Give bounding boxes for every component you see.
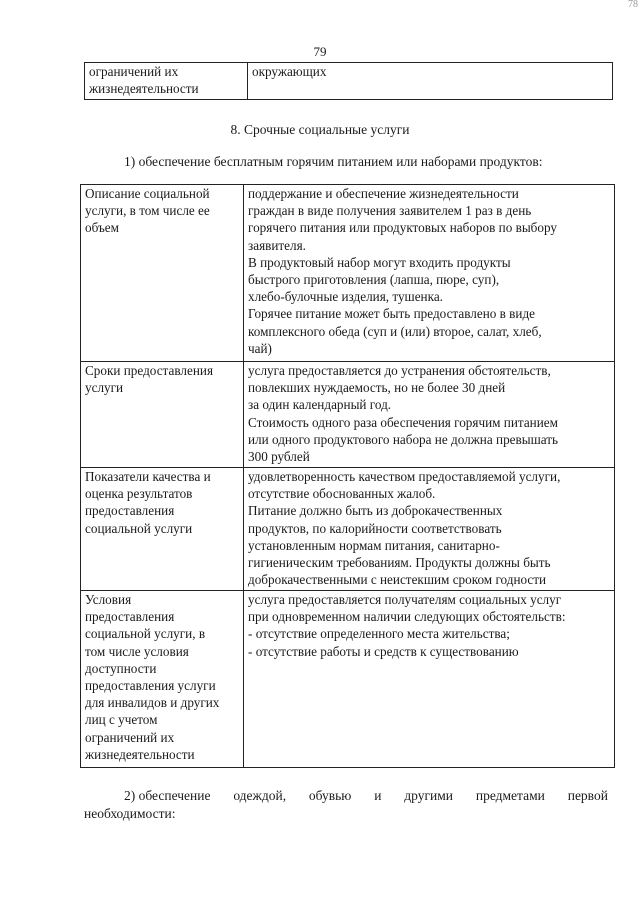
table-row [81,362,615,468]
table-row [81,185,615,362]
text-line: Стоимость одного раза обеспечения горячим питанием [248,414,558,430]
text-line: услуга предоставляется до устранения обстоятельств, [248,363,551,378]
row-label-cell [81,468,244,591]
text-line: продуктов, по калорийности соответствовать [248,520,502,536]
subsection-title: 1) обеспечение бесплатным горячим питанием или наборами продуктов: [124,154,543,169]
text-line: заявителя. [248,237,306,253]
text-line: окружающих [252,64,327,79]
text-line: или одного продуктового набора не должна превышать [248,431,559,447]
row-label-cell [81,591,244,768]
row-label-cell [81,362,244,468]
text-line: социальной услуги, в [85,626,206,642]
text-line: гигиеническим требованиям. Продукты должны быть [248,555,551,571]
next-subsection [84,787,608,823]
text-line: объем [85,220,119,236]
continuation-right-cell [248,63,613,100]
text-line: комплексного обеда (суп и (или) второе, салат, хлеб, [248,323,542,339]
table-row [81,591,615,768]
word: и [374,788,382,803]
text-line: Питание должно быть из доброкачественных [248,503,503,519]
text-line: установленным нормам питания, санитарно- [248,537,500,553]
section-title: 8. Срочные социальные услуги [230,122,410,137]
word: одеждой, [233,788,287,803]
row-content-cell [244,362,615,468]
text-line: хлебо-булочные изделия, тушенка. [248,289,443,305]
text-line: для инвалидов и других [85,695,220,711]
text-line: предоставления услуги [85,678,216,694]
text-line: предоставления [85,609,175,625]
row-content-cell [244,185,615,362]
text-line: поддержание и обеспечение жизнедеятельности [248,186,519,201]
word: первой [567,788,608,803]
word: другими [404,788,454,803]
next-subsection-line [84,787,608,805]
text-line: чай) [248,340,272,356]
text-line: Условия [85,592,132,607]
text-line: оценка результатов [85,486,193,502]
text-line: граждан в виде получения заявителем 1 раз в день [248,203,532,219]
text-line: при одновременном наличии следующих обстоятельств: [248,609,566,625]
row-content-cell [244,468,615,591]
corner-page-mark: 78 [628,0,638,10]
table-row [81,468,615,591]
text-line: быстрого приготовления (лапша, пюре, суп), [248,272,500,288]
text-line: Горячее питание может быть предоставлено в виде [248,306,536,322]
text-line: жизнедеятельности [89,81,199,97]
service-table [80,184,615,768]
text-line: удовлетворенность качеством предоставляемой услуги, [248,469,561,484]
row-content-cell [244,591,615,768]
continuation-table [84,62,613,100]
text-line: лиц с учетом [85,712,158,728]
text-line: Показатели качества и [85,469,211,484]
text-line: повлекших нуждаемость, но не более 30 дней [248,380,506,396]
text-line: ограничений их [89,64,179,79]
next-subsection-line: необходимости: [84,806,176,821]
word: обувью [308,788,352,803]
text-line: социальной услуги [85,520,193,536]
text-line: горячего питания или продуктовых наборов по выбору [248,220,557,236]
text-line: Описание социальной [85,186,210,201]
text-line: - отсутствие определенного места жительства; [248,626,510,642]
text-line: предоставления [85,503,175,519]
text-line: - отсутствие работы и средств к существованию [248,643,519,659]
text-line: ограничений их [85,729,175,745]
text-line: за один календарный год. [248,397,392,413]
word: 2) обеспечение [124,788,211,803]
text-line: 300 рублей [248,449,310,465]
text-line: В продуктовый набор могут входить продукты [248,254,511,270]
text-line: жизнедеятельности [85,746,195,762]
text-line: доступности [85,660,157,676]
text-line: Сроки предоставления [85,363,214,378]
text-line: доброкачественными с неистекшим сроком годности [248,572,547,588]
page-number: 79 [313,44,327,59]
continuation-left-cell [85,63,248,100]
text-line: услуга предоставляется получателям социальных услуг [248,592,562,607]
row-label-cell [81,185,244,362]
text-line: услуги [85,380,124,396]
text-line: том числе условия [85,643,189,659]
text-line: услуги, в том числе ее [85,203,210,219]
word: предметами [475,788,545,803]
text-line: отсутствие обоснованных жалоб. [248,486,436,502]
